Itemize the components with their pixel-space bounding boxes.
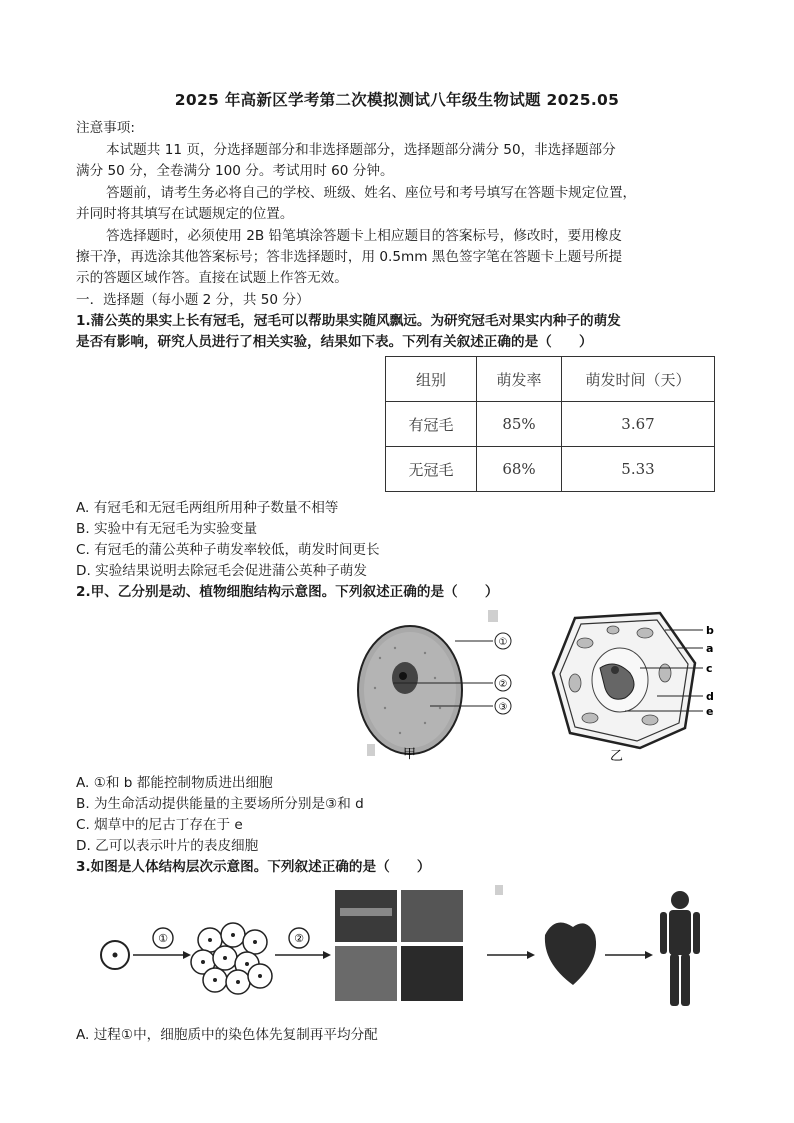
q2-option-b: B. 为生命活动提供能量的主要场所分别是③和 d <box>76 796 364 812</box>
notes-p1-line1: 本试题共 11 页，分选择题部分和非选择题部分，选择题部分满分 50，非选择题部分 <box>106 142 616 158</box>
page-title: 2025 年高新区学考第二次模拟测试八年级生物试题 2025.05 <box>174 91 620 109</box>
notes-p2-line2: 并同时将其填写在试题规定的位置。 <box>76 206 294 222</box>
q2-option-d: D. 乙可以表示叶片的表皮细胞 <box>76 838 259 854</box>
plant-cell-figure <box>545 608 720 766</box>
plant-label-d: d <box>706 690 714 703</box>
cell-cluster-icon <box>191 923 272 994</box>
q1-data-table <box>385 356 715 492</box>
notes-p3-line2: 擦干净，再选涂其他答案标号；答非选择题时，用 0.5mm 黑色签字笔在答题卡上题号所提 <box>76 249 623 265</box>
table-cell: 68% <box>477 447 562 492</box>
plant-label-b: b <box>706 624 714 637</box>
step-1-label: ① <box>158 932 168 945</box>
table-header-cell: 萌发率 <box>477 357 562 402</box>
table-header-cell: 萌发时间（天） <box>562 357 715 402</box>
step-2-label: ② <box>294 932 304 945</box>
notes-heading: 注意事项: <box>76 120 135 136</box>
table-cell: 无冠毛 <box>386 447 477 492</box>
q1-option-d: D. 实验结果说明去除冠毛会促进蒲公英种子萌发 <box>76 563 367 579</box>
q3-stem: 3.如图是人体结构层次示意图。下列叙述正确的是（ ） <box>76 859 431 875</box>
animal-cell-figure <box>355 608 525 768</box>
q1-option-b: B. 实验中有无冠毛为实验变量 <box>76 521 258 537</box>
q1-option-a: A. 有冠毛和无冠毛两组所用种子数量不相等 <box>76 500 339 516</box>
table-cell: 85% <box>477 402 562 447</box>
animal-label-3: ③ <box>498 702 508 713</box>
notes-p3-line3: 示的答题区域作答。直接在试题上作答无效。 <box>76 270 348 286</box>
body-hierarchy-figure <box>95 880 725 1015</box>
q2-stem: 2.甲、乙分别是动、植物细胞结构示意图。下列叙述正确的是（ ） <box>76 584 499 600</box>
plant-label-c: c <box>706 662 713 675</box>
table-header-cell: 组别 <box>386 357 477 402</box>
plant-label-a: a <box>706 642 714 655</box>
animal-label-2: ② <box>498 679 508 690</box>
animal-label-1: ① <box>498 637 508 648</box>
table-cell: 有冠毛 <box>386 402 477 447</box>
q2-option-a: A. ①和 b 都能控制物质进出细胞 <box>76 775 273 791</box>
label-jia: 甲 <box>403 747 417 762</box>
label-yi: 乙 <box>610 749 624 764</box>
table-cell: 5.33 <box>562 447 715 492</box>
table-row <box>386 402 715 447</box>
q3-option-a: A. 过程①中，细胞质中的染色体先复制再平均分配 <box>76 1027 378 1043</box>
table-row <box>386 447 715 492</box>
q1-option-c: C. 有冠毛的蒲公英种子萌发率较低，萌发时间更长 <box>76 542 380 558</box>
q1-stem-line1: 1.蒲公英的果实上长有冠毛，冠毛可以帮助果实随风飘远。为研究冠毛对果实内种子的萌发 <box>76 313 621 329</box>
plant-label-e: e <box>706 705 714 718</box>
notes-p2-line1: 答题前，请考生务必将自己的学校、班级、姓名、座位号和考号填写在答题卡规定位置， <box>106 185 637 201</box>
section-heading: 一．选择题（每小题 2 分，共 50 分） <box>76 292 310 308</box>
tissues-icon <box>335 890 463 1001</box>
q1-stem-line2: 是否有影响，研究人员进行了相关实验，结果如下表。下列有关叙述正确的是（ ） <box>76 334 593 350</box>
q2-option-c: C. 烟草中的尼古丁存在于 e <box>76 817 243 833</box>
notes-p1-line2: 满分 50 分，全卷满分 100 分。考试用时 60 分钟。 <box>76 163 394 179</box>
notes-p3-line1: 答选择题时，必须使用 2B 铅笔填涂答题卡上相应题目的答案标号，修改时，要用橡皮 <box>106 228 622 244</box>
heart-icon <box>545 923 596 986</box>
table-cell: 3.67 <box>562 402 715 447</box>
table-header-row <box>386 357 715 402</box>
human-body-icon <box>660 891 700 1006</box>
